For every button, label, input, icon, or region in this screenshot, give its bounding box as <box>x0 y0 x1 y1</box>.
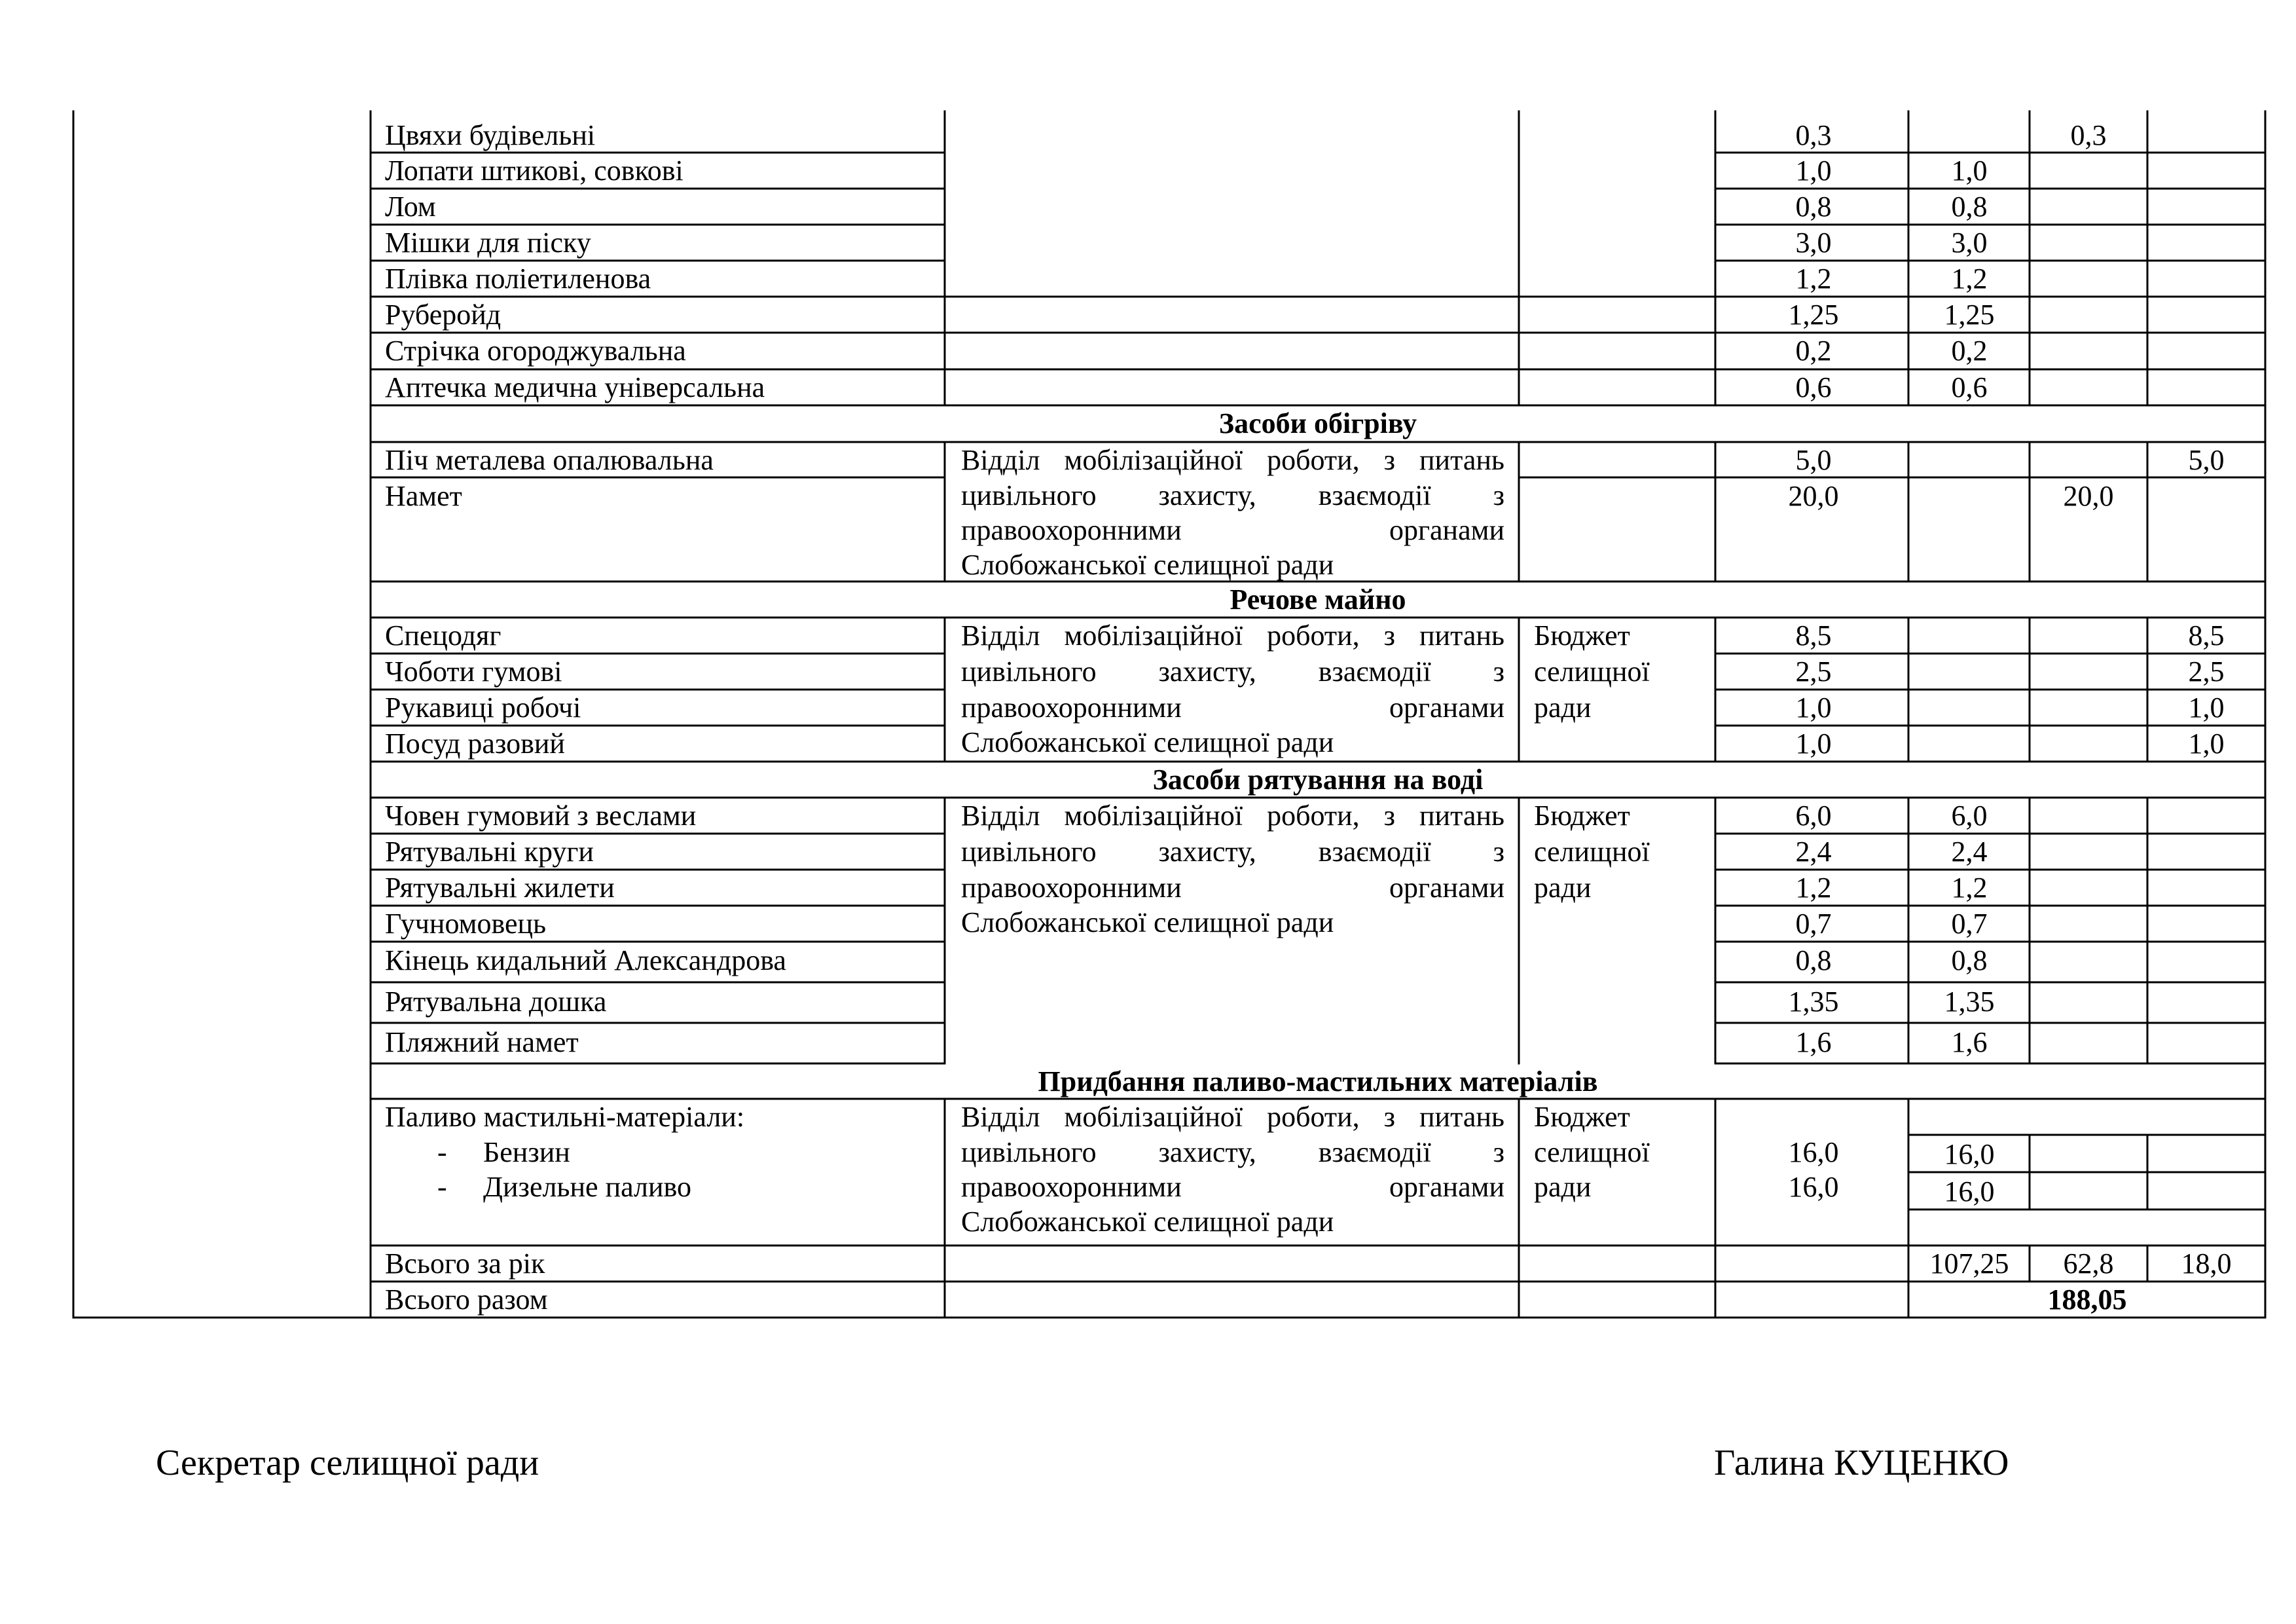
item-name: Аптечка медична універсальна <box>385 371 765 403</box>
total-value: 1,2 <box>1795 872 1832 904</box>
executor-word: питань <box>1419 1101 1504 1133</box>
year3-value: 2,5 <box>2188 655 2225 688</box>
list-dash: - <box>437 1136 447 1168</box>
section-heading: Засоби рятування на воді <box>1152 764 1484 796</box>
executor-word: цивільного <box>961 836 1097 868</box>
executor-line <box>961 478 1504 513</box>
year3-total: 18,0 <box>2181 1247 2232 1280</box>
executor-word: мобілізаційної <box>1064 800 1243 832</box>
executor-line: Слобожанської селищної ради <box>961 726 1334 758</box>
year1-total: 107,25 <box>1929 1247 2009 1280</box>
executor-word: з <box>1383 619 1396 652</box>
executor-word: питань <box>1419 800 1504 832</box>
executor-word: роботи, <box>1267 444 1360 476</box>
source-line: ради <box>1534 872 1592 904</box>
executor-word: захисту, <box>1158 1136 1256 1168</box>
item-name: Намет <box>385 480 462 512</box>
executor-word: правоохоронними <box>961 872 1182 904</box>
grand-total-value: 188,05 <box>2047 1283 2127 1316</box>
year1-value: 1,25 <box>1944 299 1995 331</box>
executor-line: Слобожанської селищної ради <box>961 906 1334 938</box>
total-value: 1,2 <box>1795 263 1832 295</box>
source-line: ради <box>1534 1171 1592 1203</box>
executor-word: роботи, <box>1267 1101 1360 1133</box>
total-value: 5,0 <box>1795 444 1832 476</box>
item-name: Спецодяг <box>385 619 501 652</box>
executor-word: взаємодії <box>1318 479 1431 511</box>
item-name: Цвяхи будівельні <box>385 119 596 151</box>
total-value: 6,0 <box>1795 800 1832 832</box>
item-name: Піч металева опалювальна <box>385 444 714 476</box>
executor-word: правоохоронними <box>961 514 1182 546</box>
source-line: Бюджет <box>1534 619 1630 652</box>
year1-value: 1,6 <box>1951 1026 1988 1058</box>
executor-line <box>961 1099 1504 1135</box>
executor-word: мобілізаційної <box>1064 619 1243 652</box>
total-value: 0,3 <box>1795 119 1832 151</box>
year1-value: 6,0 <box>1951 800 1988 832</box>
year2-value: 0,3 <box>2070 119 2107 151</box>
executor-line <box>961 1135 1504 1170</box>
total-value: 1,35 <box>1788 986 1839 1018</box>
executor-word: питань <box>1419 619 1504 652</box>
executor-word: з <box>1493 836 1504 868</box>
year2-value: 20,0 <box>2063 480 2114 512</box>
year1-value: 0,7 <box>1951 908 1988 940</box>
item-name: Стрічка огороджувальна <box>385 335 686 367</box>
executor-word: цивільного <box>961 479 1097 511</box>
year1-value: 3,0 <box>1951 227 1988 259</box>
executor-word: цивільного <box>961 655 1097 688</box>
item-name: Руберойд <box>385 299 501 331</box>
source-line: Бюджет <box>1534 800 1630 832</box>
total-value: 0,2 <box>1795 335 1832 367</box>
item-subname: Дизельне паливо <box>483 1171 692 1203</box>
total-value: 0,8 <box>1795 191 1832 223</box>
total-value: 0,6 <box>1795 371 1832 403</box>
item-subname: Бензин <box>483 1136 570 1168</box>
total-value: 0,7 <box>1795 908 1832 940</box>
executor-word: з <box>1493 1136 1504 1168</box>
source-line: селищної <box>1534 836 1650 868</box>
year1-value: 2,4 <box>1951 836 1988 868</box>
total-value: 1,0 <box>1795 728 1832 760</box>
executor-word: захисту, <box>1158 655 1256 688</box>
executor-word: Відділ <box>961 444 1040 476</box>
total-value: 16,0 <box>1788 1171 1839 1203</box>
executor-line <box>961 870 1504 906</box>
executor-word: з <box>1493 655 1504 688</box>
executor-word: з <box>1383 444 1396 476</box>
executor-line: Слобожанської селищної ради <box>961 1206 1334 1238</box>
executor-word: взаємодії <box>1318 836 1431 868</box>
total-value: 8,5 <box>1795 619 1832 652</box>
executor-line <box>961 798 1504 834</box>
section-heading: Засоби обігріву <box>1218 407 1417 439</box>
total-value: 1,6 <box>1795 1026 1832 1058</box>
item-name: Посуд разовий <box>385 728 565 760</box>
source-line: селищної <box>1534 1136 1650 1168</box>
item-name: Пляжний намет <box>385 1026 579 1058</box>
year-total-label: Всього за рік <box>385 1247 545 1280</box>
executor-word: взаємодії <box>1318 655 1431 688</box>
executor-line <box>961 654 1504 690</box>
year1-value: 0,8 <box>1951 191 1988 223</box>
source-line: Бюджет <box>1534 1101 1630 1133</box>
year1-value: 1,2 <box>1951 872 1988 904</box>
section-heading: Придбання паливо-мастильних матеріалів <box>1038 1065 1598 1098</box>
executor-word: мобілізаційної <box>1064 444 1243 476</box>
item-name: Паливо мастильні-матеріали: <box>385 1101 745 1133</box>
year3-value: 1,0 <box>2188 692 2225 724</box>
total-value: 1,0 <box>1795 155 1832 187</box>
total-value: 16,0 <box>1788 1136 1839 1168</box>
executor-word: цивільного <box>961 1136 1097 1168</box>
executor-word: органами <box>1389 692 1504 724</box>
executor-word: мобілізаційної <box>1064 1101 1243 1133</box>
source-line: ради <box>1534 692 1592 724</box>
source-line: селищної <box>1534 655 1650 688</box>
year1-value: 0,8 <box>1951 944 1988 976</box>
year1-value: 1,35 <box>1944 986 1995 1018</box>
executor-line <box>961 1170 1504 1205</box>
executor-word: захисту, <box>1158 479 1256 511</box>
year1-value: 16,0 <box>1944 1138 1995 1170</box>
executor-word: Відділ <box>961 619 1040 652</box>
year2-total: 62,8 <box>2063 1247 2114 1280</box>
section-heading: Речове майно <box>1230 583 1406 616</box>
item-name: Плівка поліетиленова <box>385 263 651 295</box>
grand-total-label: Всього разом <box>385 1283 548 1316</box>
executor-word: органами <box>1389 1171 1504 1203</box>
item-name: Кінець кидальний Александрова <box>385 944 786 976</box>
executor-word: Відділ <box>961 800 1040 832</box>
executor-line <box>961 443 1504 478</box>
item-name: Рукавиці робочі <box>385 692 581 724</box>
executor-word: Відділ <box>961 1101 1040 1133</box>
signature-position: Секретар селищної ради <box>156 1443 539 1483</box>
total-value: 3,0 <box>1795 227 1832 259</box>
total-value: 20,0 <box>1788 480 1839 512</box>
item-name: Чоботи гумові <box>385 655 562 688</box>
item-name: Мішки для піску <box>385 227 591 259</box>
executor-word: правоохоронними <box>961 692 1182 724</box>
total-value: 2,4 <box>1795 836 1832 868</box>
executor-line <box>961 618 1504 654</box>
year3-value: 5,0 <box>2188 444 2225 476</box>
item-name: Рятувальна дошка <box>385 986 607 1018</box>
executor-word: роботи, <box>1267 800 1360 832</box>
executor-word: з <box>1383 800 1396 832</box>
executor-word: органами <box>1389 872 1504 904</box>
executor-word: органами <box>1389 514 1504 546</box>
executor-word: питань <box>1419 444 1504 476</box>
executor-word: взаємодії <box>1318 1136 1431 1168</box>
year3-value: 8,5 <box>2188 619 2225 652</box>
executor-word: роботи, <box>1267 619 1360 652</box>
year1-value: 1,0 <box>1951 155 1988 187</box>
executor-word: правоохоронними <box>961 1171 1182 1203</box>
item-name: Гучномовець <box>385 908 547 940</box>
item-name: Лопати штикові, совкові <box>385 155 683 187</box>
executor-line <box>961 513 1504 548</box>
item-name: Рятувальні круги <box>385 836 594 868</box>
executor-line: Слобожанської селищної ради <box>961 549 1334 581</box>
year1-value: 16,0 <box>1944 1175 1995 1208</box>
list-dash: - <box>437 1171 447 1203</box>
item-name: Човен гумовий з веслами <box>385 800 697 832</box>
year1-value: 0,2 <box>1951 335 1988 367</box>
item-name: Лом <box>385 191 436 223</box>
executor-line <box>961 834 1504 870</box>
executor-word: захисту, <box>1158 836 1256 868</box>
total-value: 0,8 <box>1795 944 1832 976</box>
executor-line <box>961 690 1504 726</box>
total-value: 1,0 <box>1795 692 1832 724</box>
total-value: 1,25 <box>1788 299 1839 331</box>
year1-value: 0,6 <box>1951 371 1988 403</box>
item-name: Рятувальні жилети <box>385 872 615 904</box>
executor-word: з <box>1383 1101 1396 1133</box>
signature-name: Галина КУЦЕНКО <box>1714 1443 2009 1483</box>
total-value: 2,5 <box>1795 655 1832 688</box>
year3-value: 1,0 <box>2188 728 2225 760</box>
executor-word: з <box>1493 479 1504 511</box>
year1-value: 1,2 <box>1951 263 1988 295</box>
